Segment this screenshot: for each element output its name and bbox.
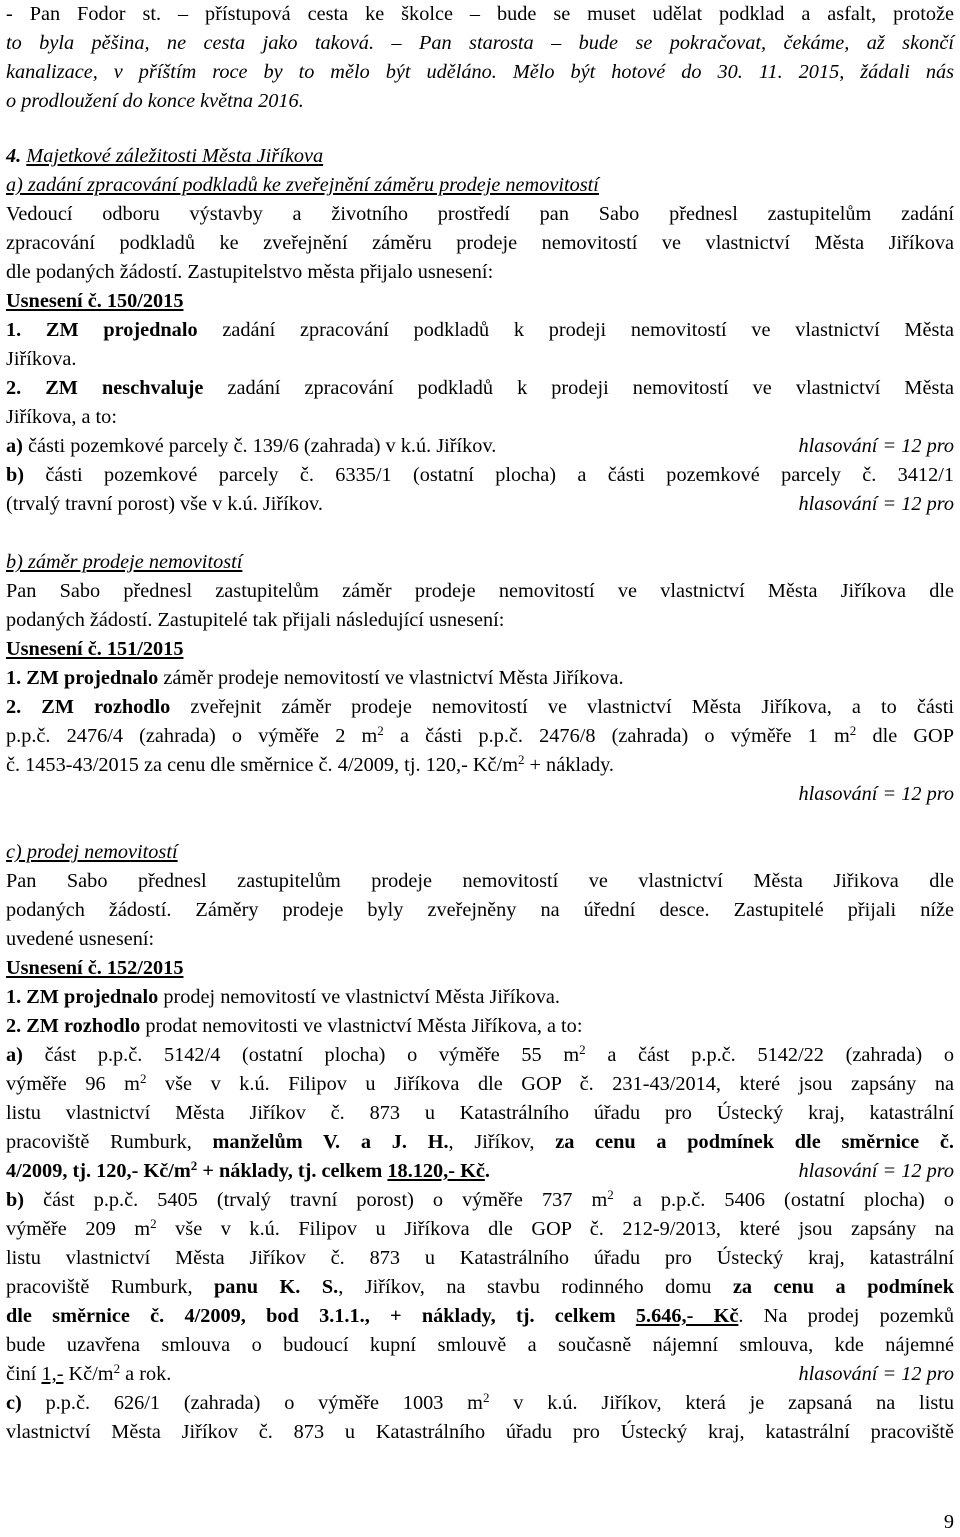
- buyer-name: manželům V. a J. H.: [212, 1131, 449, 1153]
- resolution-item: [6, 664, 954, 693]
- rent-amount: 1,-: [41, 1363, 64, 1385]
- sub-item-cont: [6, 1215, 954, 1244]
- resolution-item-text: zveřejnit záměr prodeje nemovitostí ve vlastnictví Města Jiříkova, a to části: [170, 696, 954, 718]
- sub-item-text: .: [484, 1160, 490, 1182]
- subsection-title-c: c) prodej nemovitostí: [6, 841, 178, 863]
- sub-item-cont: [6, 1070, 954, 1099]
- sub-item-text: , Jiříkov, na stavbu rodinného domu: [338, 1276, 733, 1298]
- sub-item-text: činí: [6, 1363, 42, 1385]
- resolution-item-text: prodej nemovitostí ve vlastnictví Města Jiříkova.: [158, 986, 560, 1008]
- resolution-item-text: dle GOP: [856, 725, 954, 747]
- resolution-item-text: + náklady.: [524, 754, 615, 776]
- sub-item-lead: b): [6, 1189, 25, 1211]
- resolution-item-lead: 2. ZM rozhodlo: [6, 696, 171, 718]
- total-price: 18.120,- Kč: [387, 1160, 485, 1182]
- sub-item-cont: [6, 1128, 954, 1157]
- superscript: 2: [150, 1216, 157, 1231]
- sub-item-text: za cenu a podmínek: [732, 1276, 954, 1298]
- sub-item-text: za cenu a podmínek dle směrnice č.: [555, 1131, 954, 1153]
- sub-item-text: dle směrnice č. 4/2009, bod 3.1.1., + náklady, tj. celkem: [6, 1305, 636, 1327]
- sub-item-text: vše v k.ú. Filipov u Jiříkova dle GOP č. 212-9/2013, které jsou zapsány na: [156, 1218, 954, 1240]
- total-price: 5.646,- Kč: [635, 1305, 739, 1327]
- sub-item-cont: [6, 1302, 954, 1331]
- resolution-item-lead: 1. ZM projednalo: [6, 667, 159, 689]
- resolution-item-cont: [6, 751, 954, 780]
- resolution-item-text: prodat nemovitosti ve vlastnictví Města Jiříkova, a to:: [140, 1015, 583, 1037]
- superscript: 2: [579, 1042, 586, 1057]
- paragraph-line: - Pan Fodor st. – přístupová cesta ke školce – bude se muset udělat podklad a asfalt, protože: [6, 3, 954, 25]
- superscript: 2: [849, 723, 857, 738]
- sub-item-text: výměře 209 m: [6, 1218, 151, 1240]
- sub-item-cont: bude uzavřena smlouva o budoucí kupní smlouvě a současně nájemní smlouva, kde nájemné: [6, 1334, 954, 1356]
- sub-item-text: + náklady, tj. celkem: [197, 1160, 388, 1182]
- paragraph-line: kanalizace, v příštím roce by to mělo být uděláno. Mělo být hotové do 30. 11. 2015, žádali nás: [6, 61, 954, 83]
- paragraph-line: podaných žádostí. Záměry prodeje byly zveřejněny na úřední desce. Zastupitelé přijali níže: [6, 899, 954, 921]
- resolution-number: Usnesení č. 152/2015: [6, 957, 184, 979]
- superscript: 2: [377, 723, 384, 738]
- resolution-item: [6, 374, 954, 403]
- superscript: 2: [190, 1158, 198, 1173]
- resolution-item-text: záměr prodeje nemovitostí ve vlastnictví Města Jiříkova.: [158, 667, 624, 689]
- vote-line: [6, 780, 954, 809]
- sub-item-text: Kč/m: [63, 1363, 114, 1385]
- page-number: 9: [943, 1511, 954, 1533]
- sub-item-text: 4/2009, tj. 120,- Kč/m: [6, 1160, 191, 1182]
- paragraph-line: Pan Sabo přednesl zastupitelům prodeje nemovitostí ve vlastnictví Města Jiřikova dle: [6, 870, 954, 892]
- paragraph-line: Pan Sabo přednesl zastupitelům záměr prodeje nemovitostí ve vlastnictví Města Jiříkova dle: [6, 580, 954, 602]
- paragraph-line: zpracování podkladů ke zveřejnění záměru prodeje nemovitostí ve vlastnictví Města Jiříkova: [6, 232, 954, 254]
- paragraph-line: uvedené usnesení:: [6, 928, 155, 950]
- resolution-item-cont: Jiříkova.: [6, 348, 77, 370]
- sub-item-lead: a): [6, 1044, 23, 1066]
- paragraph-line: o prodloužení do konce května 2016.: [6, 90, 304, 112]
- paragraph-line: dle podaných žádostí. Zastupitelstvo města přijalo usnesení:: [6, 261, 494, 283]
- resolution-item-text: č. 1453-43/2015 za cenu dle směrnice č. 4/2009, tj. 120,- Kč/m: [6, 754, 518, 776]
- sub-item-cont: [6, 1273, 954, 1302]
- paragraph-line: to byla pěšina, ne cesta jako taková. – Pan starosta – bude se pokračovat, čekáme, až skončí: [6, 32, 954, 54]
- resolution-number: Usnesení č. 150/2015: [6, 290, 184, 312]
- sub-item-cont: vlastnictví Města Jiříkov č. 873 u Katastrálního úřadu pro Ústecký kraj, katastrální pracoviště: [6, 1421, 954, 1443]
- sub-item-cont: listu vlastnictví Města Jiříkov č. 873 u Katastrálního úřadu pro Ústecký kraj, katastrální: [6, 1102, 954, 1124]
- resolution-item-lead: 2. ZM rozhodlo: [6, 1015, 141, 1037]
- sub-item-text: výměře 96 m: [6, 1073, 140, 1095]
- sub-item: [6, 1389, 954, 1418]
- sub-item-text: a část p.p.č. 5142/22 (zahrada) o: [585, 1044, 954, 1066]
- resolution-item: [6, 1012, 954, 1041]
- resolution-item: [6, 316, 954, 345]
- superscript: 2: [482, 1390, 490, 1405]
- resolution-item-lead: 1. ZM projednalo: [6, 319, 198, 341]
- sub-item-text: a rok.: [120, 1363, 172, 1385]
- resolution-item-text: zadání zpracování podkladů k prodeji nemovitostí ve vlastnictví Města: [203, 377, 954, 399]
- resolution-item-cont: [6, 722, 954, 751]
- section-title: Majetkové záležitosti Města Jiříkova: [26, 145, 324, 167]
- sub-item: [6, 461, 954, 490]
- vote-result: hlasování = 12 pro: [798, 783, 954, 805]
- resolution-item-text: zadání zpracování podkladů k prodeji nemovitostí ve vlastnictví Města: [197, 319, 954, 341]
- sub-item-lead: c): [6, 1392, 22, 1414]
- sub-item: [6, 432, 954, 461]
- sub-item-text: vše v k.ú. Filipov u Jiříkova dle GOP č. 231-43/2014, které jsou zapsány na: [146, 1073, 954, 1095]
- section-heading: [6, 142, 954, 171]
- sub-item-text: p.p.č. 626/1 (zahrada) o výměře 1003 m: [21, 1392, 483, 1414]
- resolution-item: [6, 983, 954, 1012]
- sub-item-cont: [6, 1360, 954, 1389]
- resolution-item-lead: 2. ZM neschvaluje: [6, 377, 204, 399]
- resolution-item-lead: 1. ZM projednalo: [6, 986, 159, 1008]
- sub-item-lead: a): [6, 435, 23, 457]
- superscript: 2: [139, 1071, 147, 1086]
- vote-result: hlasování = 12 pro: [798, 1363, 954, 1385]
- superscript: 2: [607, 1187, 614, 1202]
- sub-item-text: pracoviště Rumburk,: [6, 1131, 213, 1153]
- resolution-number: Usnesení č. 151/2015: [6, 638, 184, 660]
- sub-item-text: (trvalý travní porost) vše v k.ú. Jiříkov.: [6, 493, 323, 515]
- subsection-title-b: b) záměr prodeje nemovitostí: [6, 551, 243, 573]
- sub-item: [6, 1041, 954, 1070]
- resolution-item-cont: Jiříkova, a to:: [6, 406, 117, 428]
- sub-item-lead: b): [6, 464, 25, 486]
- sub-item-text: část p.p.č. 5142/4 (ostatní plocha) o výměře 55 m: [22, 1044, 580, 1066]
- sub-item-text: a p.p.č. 5406 (ostatní plocha) o: [613, 1189, 954, 1211]
- paragraph-line: Vedoucí odboru výstavby a životního prostředí pan Sabo přednesl zastupitelům zadání: [6, 203, 954, 225]
- vote-result: hlasování = 12 pro: [798, 493, 954, 515]
- vote-result: hlasování = 12 pro: [798, 435, 954, 457]
- sub-item-text: část p.p.č. 5405 (trvalý travní porost) o výměře 737 m: [24, 1189, 608, 1211]
- superscript: 2: [113, 1361, 121, 1376]
- section-number: 4.: [6, 145, 22, 167]
- sub-item-cont: [6, 490, 954, 519]
- paragraph-line: podaných žádostí. Zastupitelé tak přijali následující usnesení:: [6, 609, 505, 631]
- resolution-item: [6, 693, 954, 722]
- resolution-item-text: p.p.č. 2476/4 (zahrada) o výměře 2 m: [6, 725, 378, 747]
- sub-item-cont: [6, 1157, 954, 1186]
- sub-item: [6, 1186, 954, 1215]
- sub-item-text: , Jiříkov,: [448, 1131, 556, 1153]
- superscript: 2: [517, 752, 525, 767]
- resolution-item-text: a části p.p.č. 2476/8 (zahrada) o výměře 1 m: [383, 725, 850, 747]
- sub-item-text: . Na prodej pozemků: [738, 1305, 954, 1327]
- buyer-name: panu K. S.: [214, 1276, 339, 1298]
- subsection-title-a: a) zadání zpracování podkladů ke zveřejnění záměru prodeje nemovitostí: [6, 174, 599, 196]
- vote-result: hlasování = 12 pro: [798, 1160, 954, 1182]
- sub-item-text: v k.ú. Jiříkov, která je zapsaná na listu: [489, 1392, 954, 1414]
- sub-item-text: části pozemkové parcely č. 6335/1 (ostatní plocha) a části pozemkové parcely č. 3412/1: [24, 464, 954, 486]
- sub-item-cont: listu vlastnictví Města Jiříkov č. 873 u Katastrálního úřadu pro Ústecký kraj, katastrální: [6, 1247, 954, 1269]
- sub-item-text: části pozemkové parcely č. 139/6 (zahrada) v k.ú. Jiříkov.: [22, 435, 497, 457]
- sub-item-text: pracoviště Rumburk,: [6, 1276, 215, 1298]
